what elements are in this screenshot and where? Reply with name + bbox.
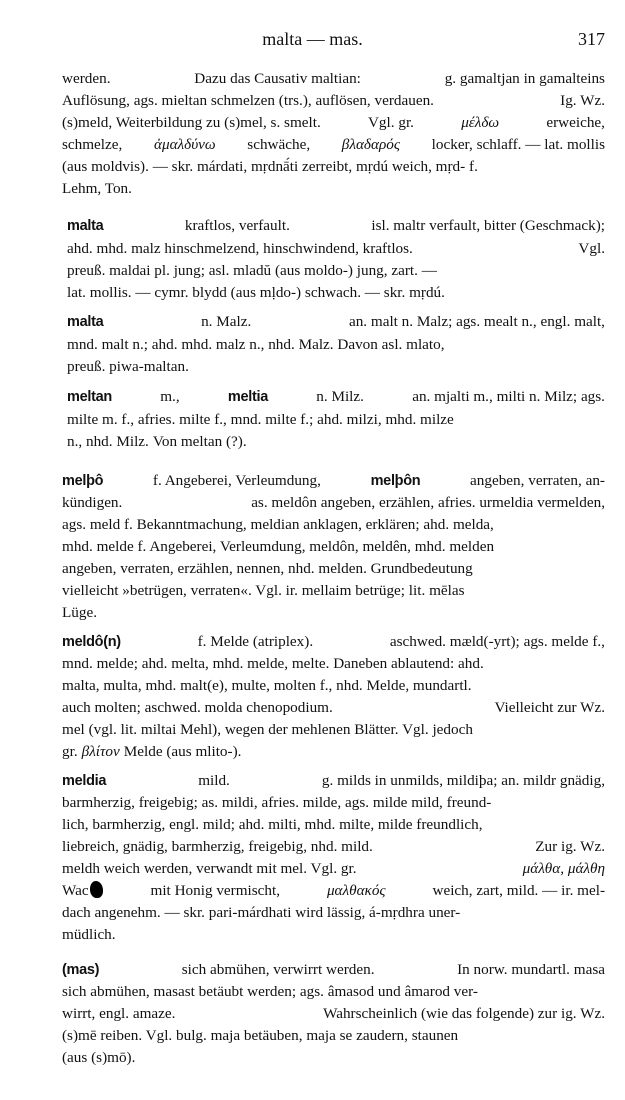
entry-text: locker, schlaff. — lat. mollis bbox=[431, 136, 605, 153]
entry-text: sich abmühen, masast betäubt werden; ags. âmasod und âmarod ver- bbox=[62, 983, 478, 1000]
entry-line bbox=[62, 859, 605, 879]
entry-text: Lehm, Ton. bbox=[62, 180, 132, 197]
entry-text: as. meldôn angeben, erzählen, afries. urmeldia vermelden, bbox=[251, 494, 605, 511]
headword: meltan bbox=[67, 389, 112, 405]
entry-text: ahd. mhd. malz hinschmelzend, hinschwindend, kraftlos. bbox=[67, 240, 413, 257]
greek-word: μάλθα, μάλθη bbox=[522, 860, 605, 877]
entry-text: gr. bbox=[62, 743, 78, 760]
entry-line bbox=[62, 698, 605, 718]
entry-text: Auflösung, ags. mieltan schmelzen (trs.), auflösen, verdauen. bbox=[62, 92, 434, 109]
entry-text: mild. bbox=[198, 772, 230, 789]
entry-text: (s)mē reiben. Vgl. bulg. maja betäuben, maja se zaudern, staunen bbox=[62, 1027, 459, 1044]
greek-word: μαλθακός bbox=[326, 882, 386, 899]
entry-line bbox=[62, 471, 605, 491]
entry-text: lich, barmherzig, engl. mild; ahd. milti, mhd. milte, milde freundlich, bbox=[62, 816, 483, 833]
entry-text: ags. meld f. Bekanntmachung, meldian anklagen, erklären; ahd. melda, bbox=[62, 516, 494, 533]
entry-text: m., bbox=[160, 388, 180, 405]
entry-line bbox=[62, 493, 605, 513]
entry-text: erweiche, bbox=[546, 114, 605, 131]
entry-line bbox=[62, 1048, 605, 1068]
headword: meldô(n) bbox=[62, 634, 121, 650]
entry-line bbox=[62, 1004, 605, 1024]
entry-line bbox=[67, 216, 605, 236]
entry-text: f. Melde (atriplex). bbox=[197, 633, 314, 650]
ink-blot-icon bbox=[90, 881, 103, 898]
entry-text: werden. bbox=[62, 70, 111, 87]
entry-line bbox=[67, 283, 605, 303]
entry-line bbox=[62, 654, 605, 674]
entry-text: Melde (aus mlito-). bbox=[123, 743, 242, 760]
greek-word: μέλδω bbox=[461, 114, 500, 131]
entry-text: (aus (s)mō). bbox=[62, 1049, 136, 1066]
entry-text: n., nhd. Milz. bbox=[67, 433, 149, 450]
word-fragment: Wac bbox=[62, 882, 89, 899]
entry-text: mnd. malt n.; ahd. mhd. malz n., nhd. Malz. Davon asl. mlato, bbox=[67, 336, 445, 353]
entry-text: Ig. Wz. bbox=[560, 92, 605, 109]
entry-line bbox=[62, 537, 605, 557]
entry-text: kündigen. bbox=[62, 494, 123, 511]
entry-text: (aus moldvis). — skr. márdati, mṛdnā́ti zerreibt, mṛdú weich, mṛd- f. bbox=[62, 158, 478, 175]
headword: (mas) bbox=[62, 962, 100, 978]
entry-line bbox=[62, 91, 605, 111]
entry-text: weich, zart, mild. — ir. mel- bbox=[432, 882, 605, 899]
entry-text: n. Milz. bbox=[316, 388, 364, 405]
entry-text: Von meltan (?). bbox=[152, 433, 247, 450]
entry-line bbox=[67, 432, 605, 452]
running-header-title: malta — mas. bbox=[262, 29, 363, 49]
entry-text: Lüge. bbox=[62, 604, 98, 621]
entry-text: malta, multa, mhd. malt(e), multe, molten f., nhd. Melde, mundartl. bbox=[62, 677, 472, 694]
entry-line bbox=[62, 581, 605, 601]
entry-text: mhd. melde f. Angeberei, Verleumdung, meldôn, meldên, mhd. melden bbox=[62, 538, 495, 555]
entry-text: meldh weich werden, verwandt mit mel. Vgl. gr. bbox=[62, 860, 357, 877]
entry-text: wirrt, engl. amaze. bbox=[62, 1005, 176, 1022]
entry-text: n. Malz. bbox=[201, 313, 252, 330]
entry-line bbox=[67, 312, 605, 332]
headword: melþô bbox=[62, 473, 104, 489]
entry-text: f. Angeberei, Verleumdung, bbox=[152, 472, 321, 489]
entry-line bbox=[62, 157, 605, 177]
entry-line bbox=[67, 239, 605, 259]
entry-text: liebreich, gnädig, barmherzig, freigebig, nhd. mild. bbox=[62, 838, 373, 855]
entry-text: mel (vgl. lit. miltai Mehl), wegen der mehlenen Blätter. Vgl. jedoch bbox=[62, 721, 473, 738]
entry-line bbox=[62, 515, 605, 535]
entry-line bbox=[62, 720, 605, 740]
entry-text: Vielleicht zur Wz. bbox=[494, 699, 605, 716]
entry-text: angeben, verraten, erzählen, nennen, nhd. melden. Grundbedeutung bbox=[62, 560, 473, 577]
entry-line bbox=[62, 903, 605, 923]
headword: meldia bbox=[62, 773, 107, 789]
entry-text: dach angenehm. — skr. pari-márdhati wird lässig, á-mṛdhra uner- bbox=[62, 904, 461, 921]
entry-line bbox=[67, 357, 605, 377]
entry-text: an. mjalti m., milti n. Milz; ags. bbox=[412, 388, 605, 405]
entry-text: Vgl. bbox=[578, 240, 605, 257]
entry-line bbox=[67, 410, 605, 430]
entry-line bbox=[62, 676, 605, 696]
entry-text: Dazu das Causativ maltian: bbox=[194, 70, 361, 87]
entry-line bbox=[62, 881, 605, 901]
entry-text: preuß. piwa-maltan. bbox=[67, 358, 189, 375]
entry-line bbox=[62, 815, 605, 835]
entry-text: schwäche, bbox=[247, 136, 311, 153]
entry-text: mit Honig vermischt, bbox=[150, 882, 281, 899]
entry-line bbox=[62, 742, 605, 762]
entry-line bbox=[62, 1026, 605, 1046]
entry-text: (s)meld, Weiterbildung zu (s)mel, s. smelt. bbox=[62, 114, 321, 131]
entry-line bbox=[62, 113, 605, 133]
entry-text: Vgl. gr. bbox=[367, 114, 414, 131]
headword: melþôn bbox=[370, 473, 421, 489]
entry-text: schmelze, bbox=[62, 136, 123, 153]
entry-text: g. milds in unmilds, mildiþa; an. mildr gnädig, bbox=[321, 772, 605, 789]
entry-line bbox=[62, 925, 605, 945]
entry-line bbox=[62, 771, 605, 791]
entry-text: preuß. maldai pl. jung; asl. mladŭ (aus moldo-) jung, zart. — bbox=[67, 262, 437, 279]
entry-text: müdlich. bbox=[62, 926, 116, 943]
entry-line bbox=[62, 837, 605, 857]
entry-text: Zur ig. Wz. bbox=[535, 838, 605, 855]
entry-line bbox=[62, 960, 605, 980]
greek-word: ἀμαλδύνω bbox=[153, 136, 216, 153]
entry-text: Wahrscheinlich (wie das folgende) zur ig. Wz. bbox=[323, 1005, 605, 1022]
entry-line bbox=[67, 261, 605, 281]
headword: meltia bbox=[227, 389, 268, 405]
entry-text: lat. mollis. — cymr. blydd (aus mḷdo-) schwach. — skr. mṛdú. bbox=[67, 284, 445, 301]
entry-text: vielleicht »betrügen, verraten«. Vgl. ir. mellaim betrüge; lit. mēlas bbox=[62, 582, 465, 599]
entry-text: angeben, verraten, an- bbox=[470, 472, 605, 489]
entry-line bbox=[67, 335, 605, 355]
entry-line bbox=[62, 982, 605, 1002]
greek-word: βλαδαρός bbox=[341, 136, 400, 153]
entry-text: sich abmühen, verwirrt werden. bbox=[181, 961, 375, 978]
entry-line bbox=[62, 135, 605, 155]
entry-text: an. malt n. Malz; ags. mealt n., engl. malt, bbox=[348, 313, 605, 330]
entry-line bbox=[62, 559, 605, 579]
entry-text: g. gamaltjan in gamalteins bbox=[444, 70, 605, 87]
entry-line bbox=[62, 69, 605, 89]
entry-text: mnd. melde; ahd. melta, mhd. melde, melte. Daneben ablautend: ahd. bbox=[62, 655, 484, 672]
entry-text: barmherzig, freigebig; as. mildi, afries. milde, ags. milde mild, freund- bbox=[62, 794, 492, 811]
page-number: 317 bbox=[578, 29, 605, 49]
entry-line bbox=[67, 387, 605, 407]
blotted-word bbox=[62, 881, 104, 901]
entry-text: kraftlos, verfault. bbox=[184, 217, 290, 234]
headword: malta bbox=[67, 314, 104, 330]
entry-text: isl. maltr verfault, bitter (Geschmack); bbox=[371, 217, 605, 234]
headword: malta bbox=[67, 218, 104, 234]
greek-word: βλίτον bbox=[81, 743, 120, 760]
entry-text: aschwed. mæld(-yrt); ags. melde f., bbox=[389, 633, 605, 650]
entry-line bbox=[62, 603, 605, 623]
entry-line bbox=[62, 632, 605, 652]
entry-text: milte m. f., afries. milte f., mnd. milte f.; ahd. milzi, mhd. milze bbox=[67, 411, 454, 428]
entry-line bbox=[62, 179, 605, 199]
entry-text: In norw. mundartl. masa bbox=[457, 961, 605, 978]
entry-line bbox=[62, 793, 605, 813]
entry-text: auch molten; aschwed. molda chenopodium. bbox=[62, 699, 333, 716]
